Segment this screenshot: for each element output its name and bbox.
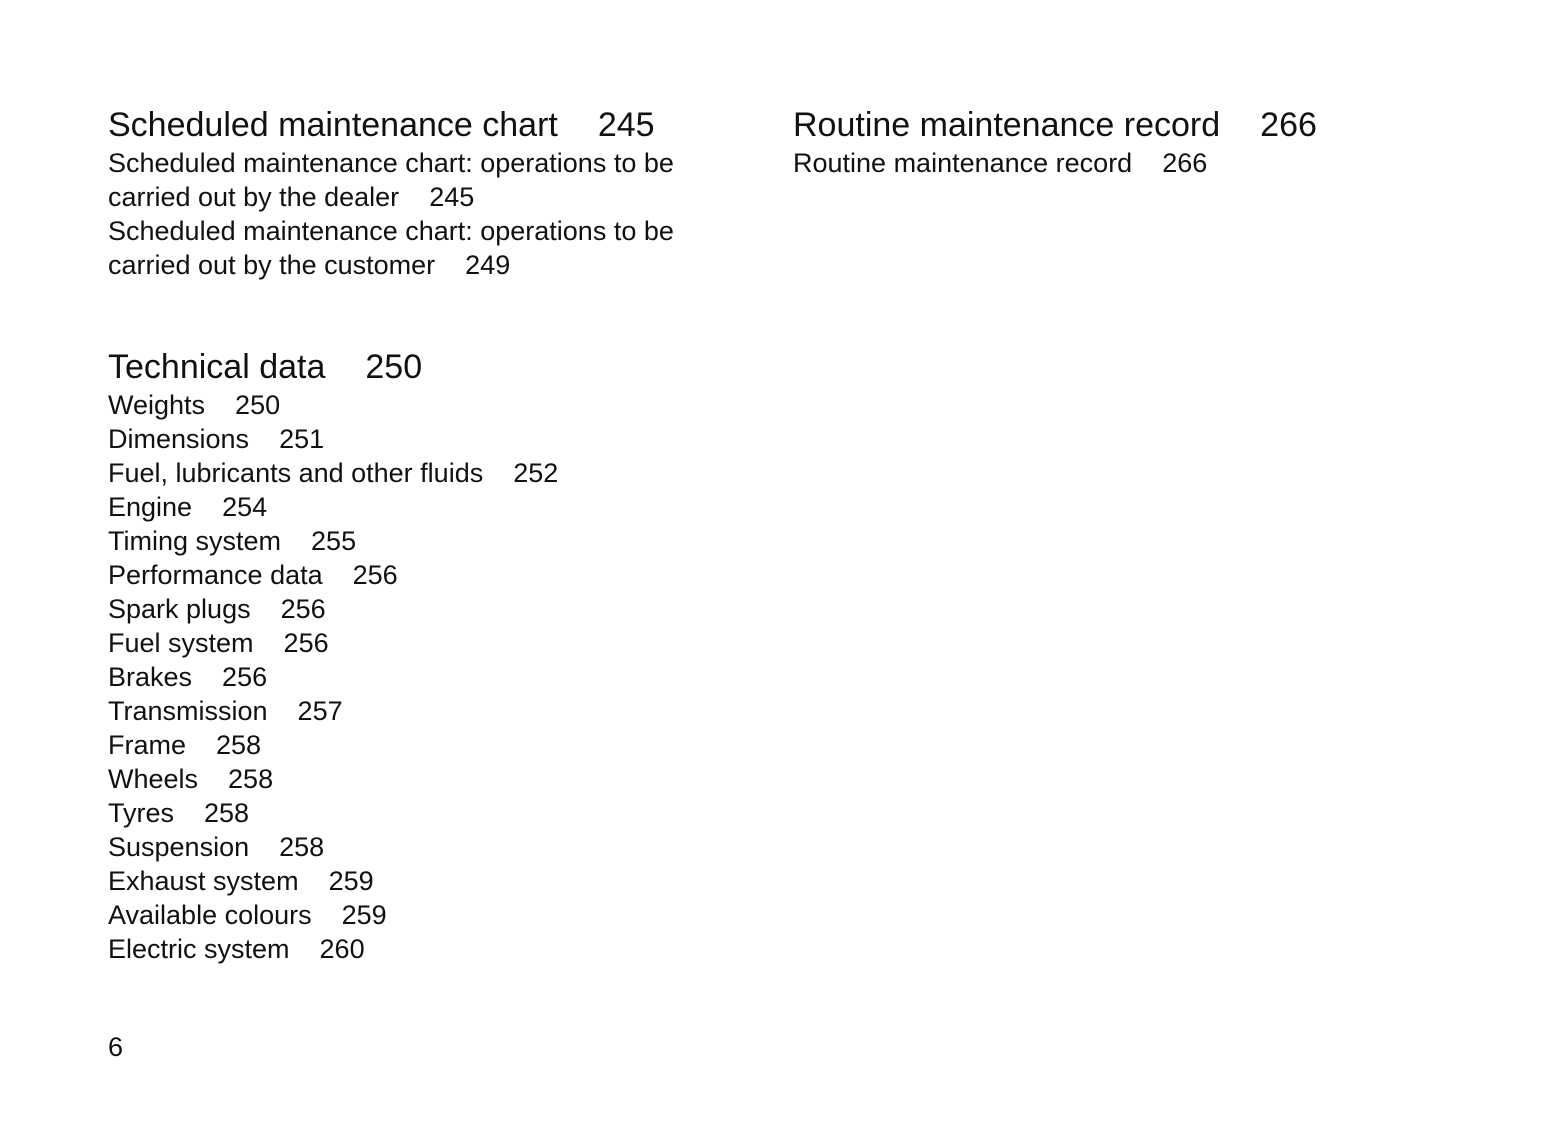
- entry-text-line: carried out by the dealer: [108, 182, 400, 212]
- toc-entry[interactable]: [108, 592, 728, 626]
- toc-entry[interactable]: [108, 830, 728, 864]
- toc-entry[interactable]: [108, 146, 728, 214]
- toc-section-technical-data: [108, 346, 728, 966]
- entry-text-line: Dimensions: [108, 424, 250, 454]
- entry-text-line: Spark plugs: [108, 594, 251, 624]
- entry-text-line: Timing system: [108, 526, 282, 556]
- entry-page-number: 257: [297, 696, 343, 726]
- toc-entry[interactable]: [108, 898, 728, 932]
- entry-page-number: 266: [1162, 148, 1208, 178]
- entry-text-line: Suspension: [108, 832, 250, 862]
- toc-entry[interactable]: [108, 864, 728, 898]
- entry-text-line: Wheels: [108, 764, 199, 794]
- entry-page-number: 256: [352, 560, 398, 590]
- entry-list: [793, 146, 1413, 180]
- entry-page-number: 259: [328, 866, 374, 896]
- toc-entry[interactable]: [108, 456, 728, 490]
- entry-page-number: 252: [513, 458, 559, 488]
- toc-left-column: [108, 104, 728, 1030]
- section-title: Routine maintenance record: [793, 106, 1221, 144]
- toc-entry[interactable]: [108, 388, 728, 422]
- entry-page-number: 258: [216, 730, 262, 760]
- toc-right-column: [793, 104, 1413, 244]
- entry-page-number: 245: [429, 182, 475, 212]
- section-page-number: 266: [1260, 106, 1317, 144]
- entry-text-line: Fuel system: [108, 628, 254, 658]
- toc-entry[interactable]: [108, 796, 728, 830]
- entry-text-line: Routine maintenance record: [793, 148, 1133, 178]
- toc-entry[interactable]: [108, 932, 728, 966]
- section-heading[interactable]: [793, 104, 1413, 146]
- entry-text-line: Engine: [108, 492, 193, 522]
- entry-page-number: 258: [279, 832, 325, 862]
- entry-text-line: Fuel, lubricants and other fluids: [108, 458, 484, 488]
- toc-entry[interactable]: [108, 660, 728, 694]
- toc-section-routine-maintenance-record: [793, 104, 1413, 180]
- section-title: Scheduled maintenance chart: [108, 106, 558, 144]
- toc-entry[interactable]: [108, 422, 728, 456]
- entry-page-number: 251: [279, 424, 325, 454]
- section-page-number: 250: [365, 348, 423, 386]
- toc-section-scheduled-maintenance-chart: [108, 104, 728, 282]
- entry-text-line: Scheduled maintenance chart: operations to be: [108, 216, 674, 246]
- toc-entry[interactable]: [108, 694, 728, 728]
- entry-page-number: 256: [222, 662, 268, 692]
- entry-text-line: Weights: [108, 390, 206, 420]
- entry-text-line: Transmission: [108, 696, 268, 726]
- entry-text-line: Exhaust system: [108, 866, 299, 896]
- toc-entry[interactable]: [108, 524, 728, 558]
- toc-entry[interactable]: [793, 146, 1413, 180]
- entry-text-line: Tyres: [108, 798, 175, 828]
- toc-entry[interactable]: [108, 728, 728, 762]
- entry-text-line: Electric system: [108, 934, 290, 964]
- section-title: Technical data: [108, 348, 326, 386]
- entry-page-number: 258: [228, 764, 274, 794]
- toc-entry[interactable]: [108, 626, 728, 660]
- entry-text-line: Scheduled maintenance chart: operations to be: [108, 148, 674, 178]
- section-heading[interactable]: [108, 346, 728, 388]
- entry-list: [108, 146, 728, 282]
- entry-text-line: Brakes: [108, 662, 193, 692]
- entry-list: [108, 388, 728, 966]
- entry-page-number: 249: [465, 250, 511, 280]
- entry-text-line: carried out by the customer: [108, 250, 436, 280]
- toc-entry[interactable]: [108, 214, 728, 282]
- toc-entry[interactable]: [108, 558, 728, 592]
- entry-page-number: 256: [280, 594, 326, 624]
- entry-page-number: 255: [311, 526, 357, 556]
- section-heading[interactable]: [108, 104, 728, 146]
- toc-entry[interactable]: [108, 490, 728, 524]
- entry-page-number: 258: [204, 798, 250, 828]
- toc-entry[interactable]: [108, 762, 728, 796]
- entry-page-number: 259: [341, 900, 387, 930]
- entry-page-number: 256: [283, 628, 329, 658]
- entry-page-number: 250: [235, 390, 281, 420]
- entry-text-line: Available colours: [108, 900, 312, 930]
- entry-text-line: Performance data: [108, 560, 323, 590]
- section-page-number: 245: [597, 106, 655, 144]
- entry-page-number: 254: [222, 492, 268, 522]
- entry-text-line: Frame: [108, 730, 187, 760]
- page-number: 6: [108, 1032, 124, 1062]
- entry-page-number: 260: [319, 934, 365, 964]
